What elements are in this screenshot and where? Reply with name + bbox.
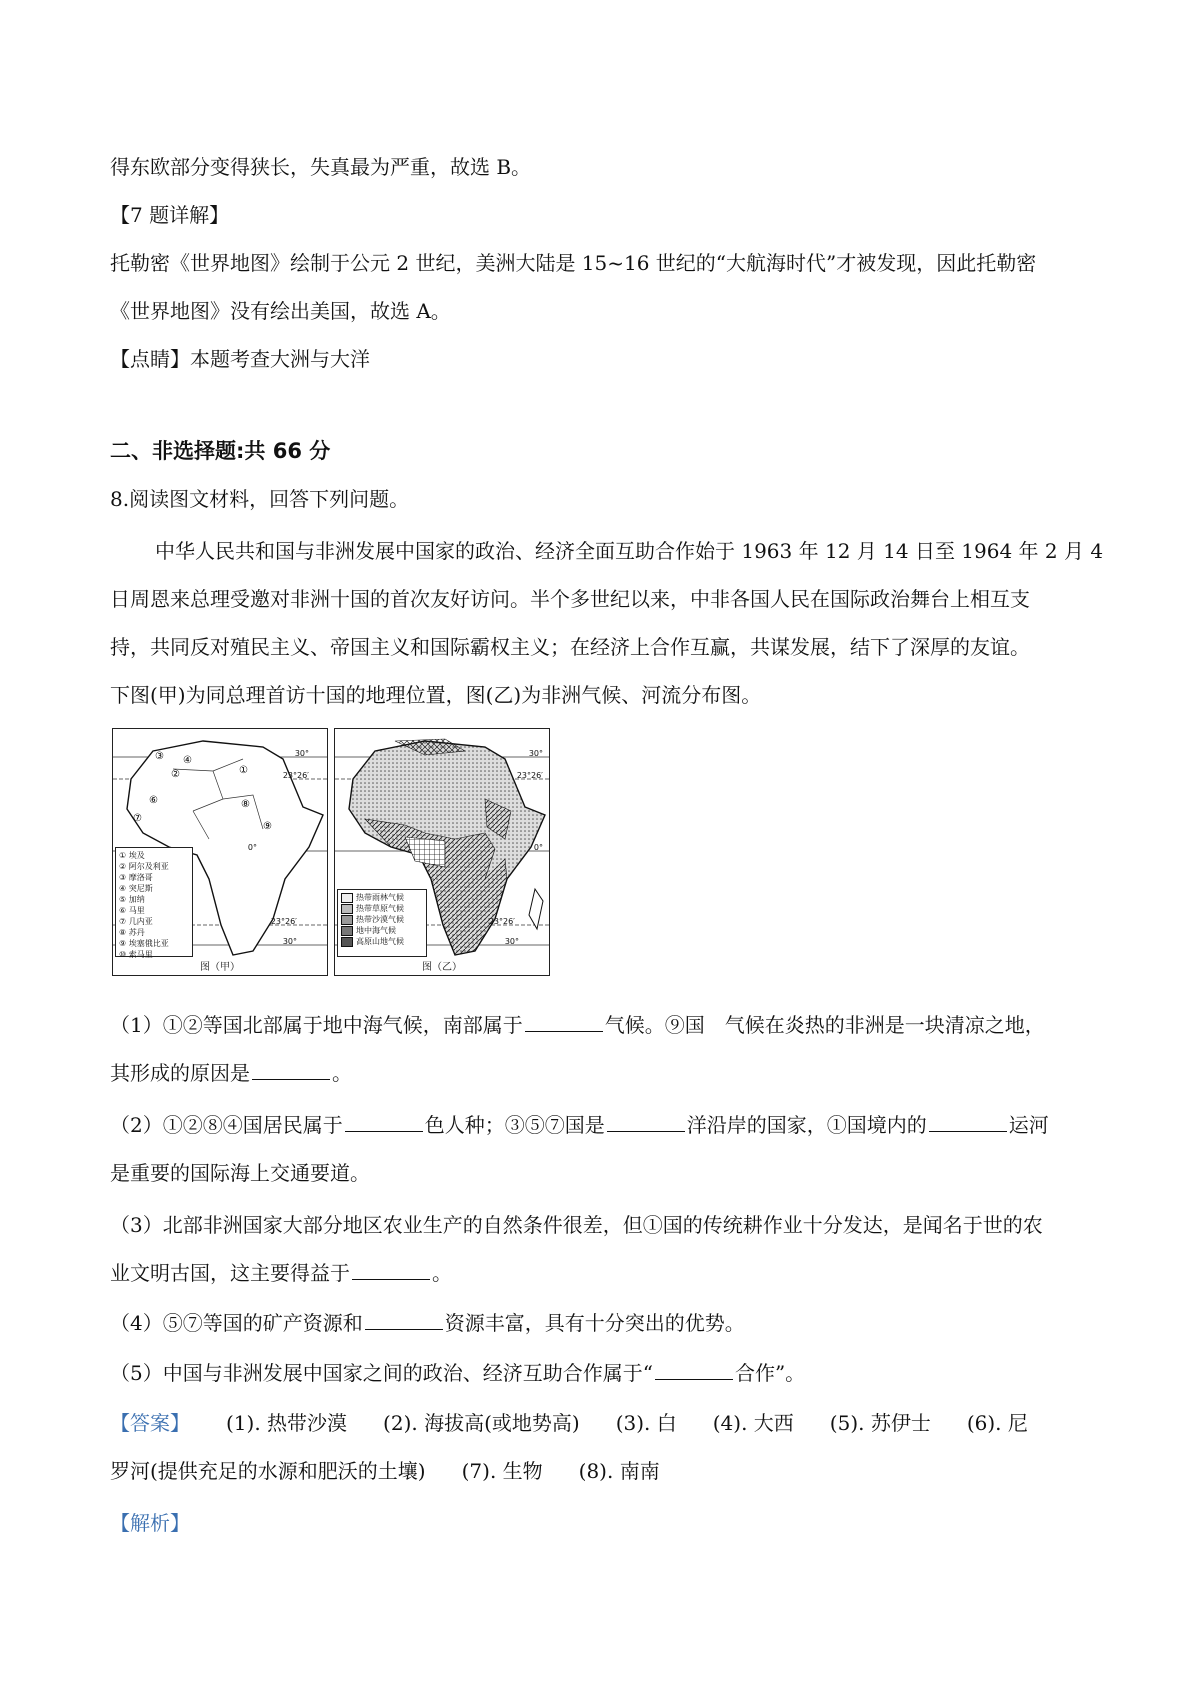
legend-b-label: 热带沙漠气候 <box>356 915 404 924</box>
q5-text-b: 合作”。 <box>734 1361 806 1385</box>
q7-line-1: 托勒密《世界地图》绘制于公元 2 世纪，美洲大陆是 15~16 世纪的“大航海时代”才被发现，因此托勒密 <box>110 251 1037 275</box>
legend-b-label: 高原山地气候 <box>356 937 404 946</box>
legend-b-item <box>341 903 423 914</box>
q2-blank-1[interactable] <box>345 1111 423 1132</box>
map-a-marker-8: ⑧ <box>241 799 250 810</box>
map-b-lat-30n: 30° <box>528 749 543 758</box>
question-3-line-1: （3）北部非洲国家大部分地区农业生产的自然条件很差，但①国的传统耕作业十分发达，是闻名于世的农 <box>110 1213 1043 1237</box>
q4-blank-1[interactable] <box>365 1309 443 1330</box>
q5-blank-1[interactable] <box>655 1359 733 1380</box>
paragraph-line-4: 下图(甲)为同总理首访十国的地理位置，图(乙)为非洲气候、河流分布图。 <box>110 683 762 707</box>
q1-text-a: （1）①②等国北部属于地中海气候，南部属于 <box>110 1013 523 1037</box>
legend-a-item: ⑦ 几内亚 <box>119 917 153 926</box>
question-1-line-1 <box>110 1010 1100 1040</box>
analysis-label: 【解析】 <box>110 1511 190 1535</box>
legend-b-label: 地中海气候 <box>356 926 396 935</box>
map-b-legend <box>337 889 427 957</box>
legend-swatch <box>341 893 353 903</box>
q4-text-a: （4）⑤⑦等国的矿产资源和 <box>110 1311 363 1335</box>
map-a-lat-2326s: 23°26′ <box>270 917 297 926</box>
legend-a-item: ⑩ 索马里 <box>119 950 153 959</box>
answer-line-2 <box>110 1456 1100 1486</box>
paragraph-line-1: 中华人民共和国与非洲发展中国家的政治、经济全面互助合作始于 1963 年 12 月 14 日至 1964 年 2 月 4 <box>155 539 1104 563</box>
q2-blank-3[interactable] <box>929 1111 1007 1132</box>
q2-text-a: （2）①②⑧④国居民属于 <box>110 1113 343 1137</box>
answer-4: (4). 大西 <box>712 1411 794 1435</box>
answer-6: (6). 尼 <box>966 1411 1028 1435</box>
map-a-marker-6: ⑥ <box>149 795 158 806</box>
legend-a-item: ② 阿尔及利亚 <box>119 862 169 871</box>
legend-b-label: 热带草原气候 <box>356 904 404 913</box>
legend-a-item: ⑨ 埃塞俄比亚 <box>119 939 169 948</box>
answer-8: (8). 南南 <box>578 1459 660 1483</box>
legend-a-item: ③ 摩洛哥 <box>119 873 153 882</box>
answer-6-cont: 罗河(提供充足的水源和肥沃的土壤) <box>110 1459 426 1483</box>
legend-a-item: ① 埃及 <box>119 851 145 860</box>
q2-text-b: 色人种；③⑤⑦国是 <box>424 1113 605 1137</box>
legend-swatch <box>341 937 353 947</box>
legend-b-item <box>341 914 423 925</box>
legend-b-item <box>341 892 423 903</box>
legend-swatch <box>341 915 353 925</box>
q1-text-b: 气候。⑨国 气候在炎热的非洲是一块清凉之地， <box>604 1013 1045 1037</box>
map-a-lat-30s: 30° <box>282 937 297 946</box>
africa-maps-figure <box>112 728 552 978</box>
q3-text-b: 业文明古国，这主要得益于 <box>110 1261 350 1285</box>
prev-line: 得东欧部分变得狭长，失真最为严重，故选 B。 <box>110 155 532 179</box>
legend-b-item <box>341 936 423 947</box>
section-title: 二、非选择题:共 66 分 <box>110 439 331 463</box>
legend-a-item: ⑥ 马里 <box>119 906 145 915</box>
map-a-legend <box>115 847 193 957</box>
q4-text-b: 资源丰富，具有十分突出的优势。 <box>444 1311 745 1335</box>
map-a <box>112 728 328 976</box>
q1-text-c: 其形成的原因是 <box>110 1061 250 1085</box>
question-2-line-1 <box>110 1110 1100 1140</box>
legend-a-item: ④ 突尼斯 <box>119 884 153 893</box>
paragraph-line-3: 持，共同反对殖民主义、帝国主义和国际霸权主义；在经济上合作互赢，共谋发展，结下了深厚的友谊。 <box>110 635 1030 659</box>
q1-blank-2[interactable] <box>252 1059 330 1080</box>
q1-text-d: 。 <box>332 1061 352 1085</box>
map-b-lat-0: 0° <box>533 843 543 852</box>
paragraph-line-2: 日周恩来总理受邀对非洲十国的首次友好访问。半个多世纪以来，中非各国人民在国际政治舞台上相互支 <box>110 587 1030 611</box>
map-b <box>334 728 550 976</box>
q2-blank-2[interactable] <box>607 1111 685 1132</box>
map-a-marker-1: ① <box>239 765 248 776</box>
legend-swatch <box>341 926 353 936</box>
map-b-lat-2326n: 23°26′ <box>516 771 543 780</box>
map-b-lat-2326s: 23°26′ <box>488 917 515 926</box>
q1-blank-1[interactable] <box>525 1011 603 1032</box>
q2-text-d: 运河 <box>1008 1113 1049 1137</box>
q7-heading: 【7 题详解】 <box>110 203 230 227</box>
map-a-lat-30n: 30° <box>294 749 309 758</box>
answer-5: (5). 苏伊士 <box>829 1411 931 1435</box>
legend-swatch <box>341 904 353 914</box>
map-a-marker-2: ② <box>171 769 180 780</box>
answer-line-1 <box>110 1408 1100 1438</box>
map-b-lat-30s: 30° <box>504 937 519 946</box>
answer-3: (3). 白 <box>615 1411 677 1435</box>
map-b-caption: 图（乙） <box>422 962 462 973</box>
question-1-line-2 <box>110 1058 1100 1088</box>
q8-intro: 8.阅读图文材料，回答下列问题。 <box>110 487 410 511</box>
q2-text-c: 洋沿岸的国家，①国境内的 <box>686 1113 927 1137</box>
answer-1: (1). 热带沙漠 <box>226 1411 348 1435</box>
map-a-lat-2326n: 23°26′ <box>282 771 309 780</box>
question-3-line-2 <box>110 1258 1100 1288</box>
tip-line: 【点睛】本题考查大洲与大洋 <box>110 347 370 371</box>
map-a-lat-0: 0° <box>247 843 257 852</box>
map-a-marker-3: ③ <box>155 751 164 762</box>
q3-text-c: 。 <box>432 1261 452 1285</box>
q7-line-2: 《世界地图》没有绘出美国，故选 A。 <box>110 299 451 323</box>
question-2-line-2: 是重要的国际海上交通要道。 <box>110 1161 370 1185</box>
legend-b-label: 热带雨林气候 <box>356 893 404 902</box>
legend-a-item: ⑤ 加纳 <box>119 895 145 904</box>
answer-label: 【答案】 <box>110 1411 190 1435</box>
legend-b-item <box>341 925 423 936</box>
map-a-marker-4: ④ <box>183 755 192 766</box>
question-5-line <box>110 1358 1100 1388</box>
map-a-marker-7: ⑦ <box>133 813 142 824</box>
question-4-line <box>110 1308 1100 1338</box>
q3-blank-1[interactable] <box>352 1259 430 1280</box>
map-a-caption: 图（甲） <box>200 962 240 973</box>
legend-a-item: ⑧ 苏丹 <box>119 928 145 937</box>
answer-7: (7). 生物 <box>461 1459 543 1483</box>
map-a-marker-9: ⑨ <box>263 821 272 832</box>
q5-text-a: （5）中国与非洲发展中国家之间的政治、经济互助合作属于“ <box>110 1361 653 1385</box>
answer-2: (2). 海拔高(或地势高) <box>383 1411 580 1435</box>
